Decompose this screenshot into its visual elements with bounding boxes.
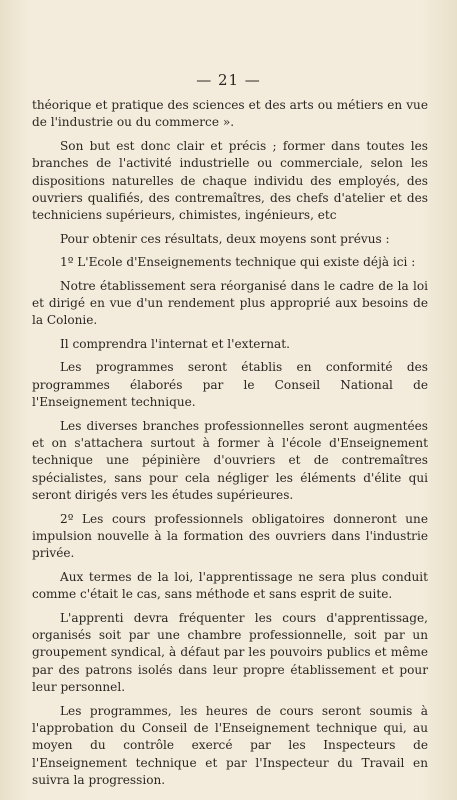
paragraph: Il comprendra l'internat et l'externat. xyxy=(60,336,290,351)
paragraph: Les diverses branches professionnelles seront augmentées et on s'attachera surtout à former à l'école d'Enseignement technique une pépinière d'ouvriers et de contremaîtres spécialistes, sans pour cela négliger les éléments d'élite qui seront dirigés vers les études supérieures. xyxy=(32,418,428,503)
paragraph: 2º Les cours professionnels obligatoires donneront une impulsion nouvelle à la formation des ouvriers dans l'industrie privée. xyxy=(32,511,428,561)
paragraph: Son but est donc clair et précis ; former dans toutes les branches de l'activité industrielle ou commerciale, selon les dispositions naturelles de chaque individu des employés, des ouvriers qualifiés, des contremaîtres, des chefs d'atelier et des techniciens supérieurs, chimistes, ingénieurs, etc xyxy=(32,138,428,223)
paragraph: Pour obtenir ces résultats, deux moyens sont prévus : xyxy=(60,231,390,246)
paragraph: Notre établissement sera réorganisé dans le cadre de la loi et dirigé en vue d'un rendement plus approprié aux besoins de la Colonie. xyxy=(32,278,428,328)
paragraph: Les programmes, les heures de cours seront soumis à l'approbation du Conseil de l'Enseignement technique qui, au moyen du contrôle exercé par les Inspecteurs de l'Enseignement technique et par l'Inspecteur du Travail en suivra la progression. xyxy=(32,703,428,788)
paragraph: 1º L'Ecole d'Enseignements technique qui existe déjà ici : xyxy=(60,255,416,270)
paragraph: Aux termes de la loi, l'apprentissage ne sera plus conduit comme c'était le cas, sans méthode et sans esprit de suite. xyxy=(32,569,428,602)
body-text xyxy=(32,97,428,796)
paragraph: Les programmes seront établis en conformité des programmes élaborés par le Conseil National de l'Enseignement technique. xyxy=(32,360,428,410)
page-number: — 21 — xyxy=(196,71,261,89)
paragraph: théorique et pratique des sciences et des arts ou métiers en vue de l'industrie ou du commerce ». xyxy=(32,98,428,130)
paragraph: L'apprenti devra fréquenter les cours d'apprentissage, organisés soit par une chambre professionnelle, soit par un groupement syndical, à défaut par les pouvoirs publics et même par des patrons isolés dans leur propre établissement et pour leur personnel. xyxy=(32,610,428,695)
